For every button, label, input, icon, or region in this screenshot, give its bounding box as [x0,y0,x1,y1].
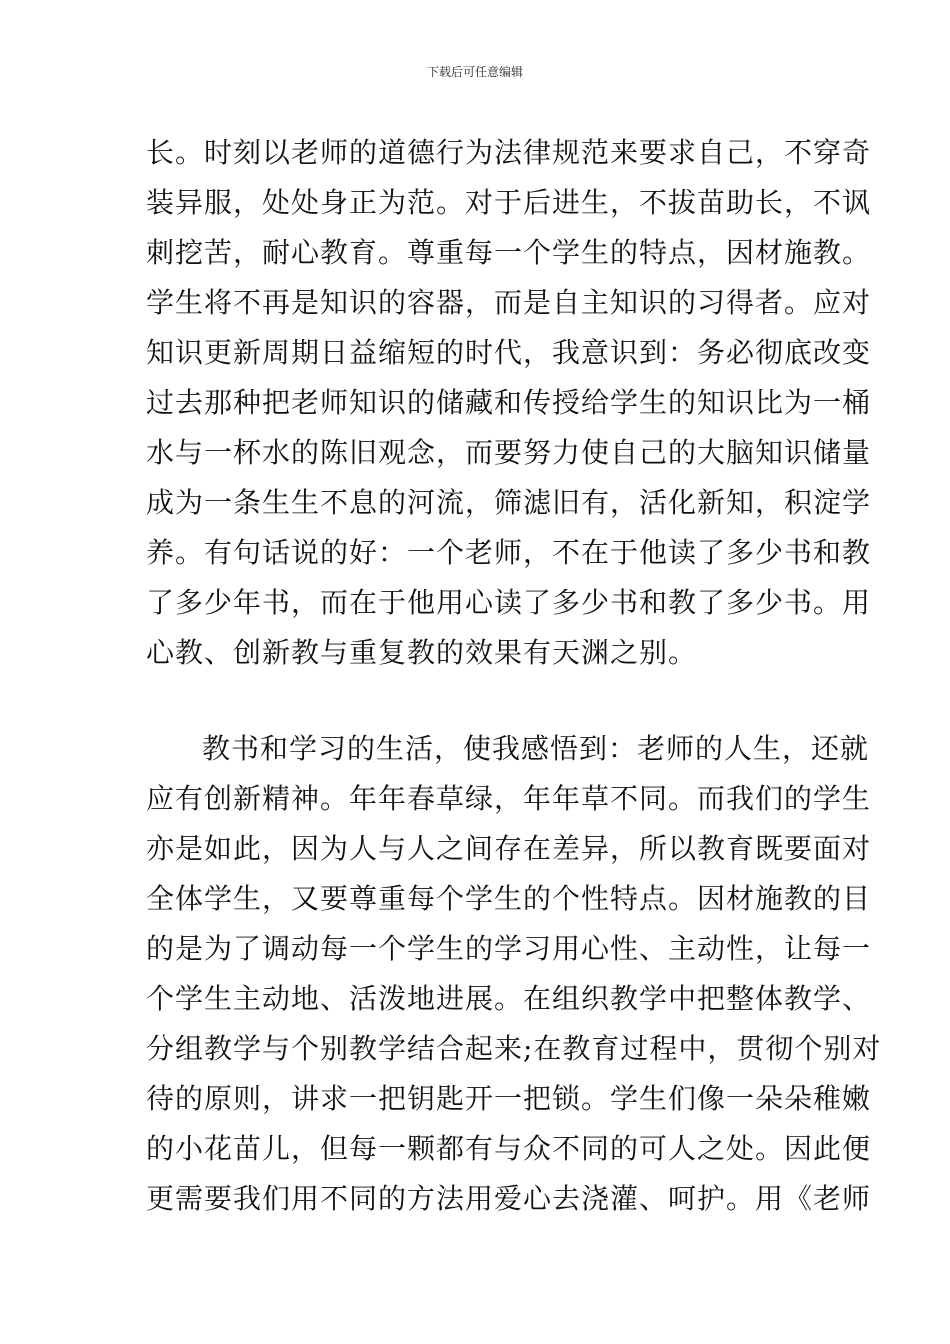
text-line: 过去那种把老师知识的储藏和传授给学生的知识比为一桶 [146,386,872,419]
text-line: 全体学生，又要尊重每个学生的个性特点。因材施教的目 [146,882,872,915]
text-line: 待的原则，讲求一把钥匙开一把锁。学生们像一朵朵稚嫩 [146,1082,872,1115]
text-line-indented: 教书和学习的生活，使我感悟到：老师的人生，还就 [202,732,870,765]
text-line: 学生将不再是知识的容器，而是自主知识的习得者。应对 [146,286,872,319]
paragraph-1 [146,128,872,678]
text-line: 个学生主动地、活泼地进展。在组织教学中把整体教学、 [146,982,872,1015]
text-line: 分组教学与个别教学结合起来;在教育过程中，贯彻个别对 [146,1032,882,1065]
text-line: 成为一条生生不息的河流，筛滤旧有，活化新知，积淀学 [146,486,872,519]
page-header: 下载后可任意编辑 [426,65,523,79]
text-line: 装异服，处处身正为范。对于后进生，不拔苗助长，不讽 [146,186,872,219]
text-line: 刺挖苦，耐心教育。尊重每一个学生的特点，因材施教。 [146,236,872,269]
text-line: 了多少年书，而在于他用心读了多少书和教了多少书。用 [146,586,872,619]
text-line: 养。有句话说的好：一个老师，不在于他读了多少书和教 [146,536,872,569]
text-line: 的小花苗儿，但每一颗都有与众不同的可人之处。因此便 [146,1132,872,1165]
paragraph-2 [146,724,882,1224]
text-line: 心教、创新教与重复教的效果有天渊之别。 [146,636,698,669]
text-line: 知识更新周期日益缩短的时代，我意识到：务必彻底改变 [146,336,872,369]
text-line: 长。时刻以老师的道德行为法律规范来要求自己，不穿奇 [146,136,872,169]
text-line: 亦是如此，因为人与人之间存在差异，所以教育既要面对 [146,832,872,865]
text-line: 更需要我们用不同的方法用爱心去浇灌、呵护。用《老师 [146,1182,872,1215]
text-line: 应有创新精神。年年春草绿，年年草不同。而我们的学生 [146,782,872,815]
text-line: 水与一杯水的陈旧观念，而要努力使自己的大脑知识储量 [146,436,872,469]
text-line: 的是为了调动每一个学生的学习用心性、主动性，让每一 [146,932,872,965]
